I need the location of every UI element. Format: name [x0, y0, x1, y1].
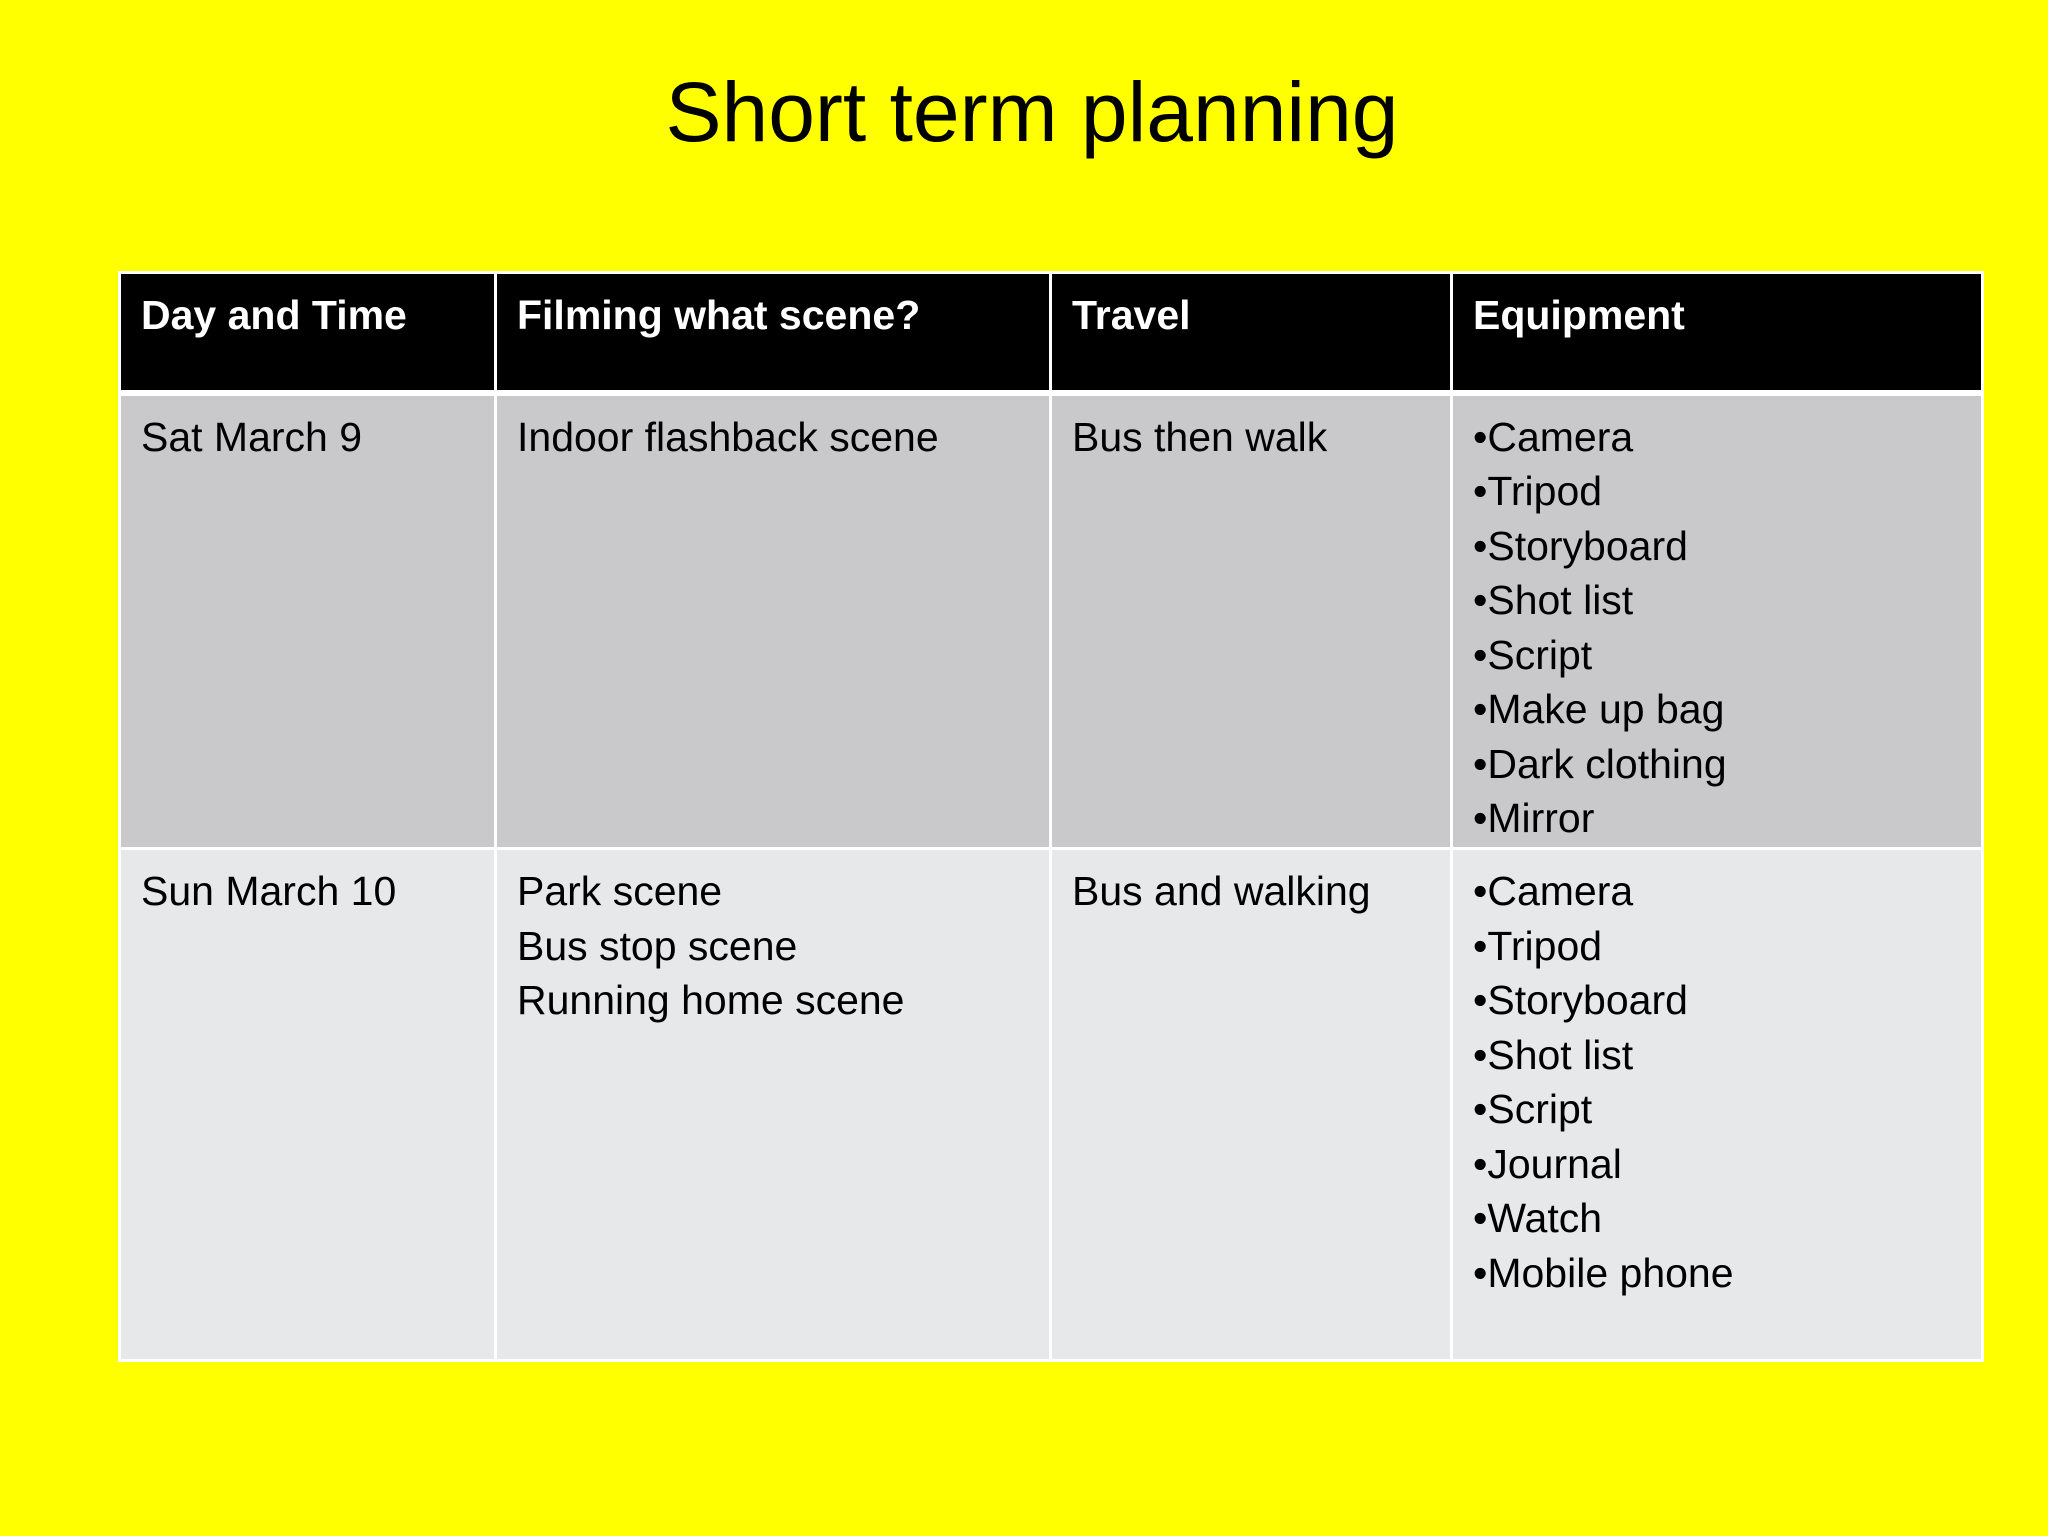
equipment-item: •Journal — [1473, 1140, 1622, 1187]
equipment-item: •Script — [1473, 1086, 1593, 1132]
travel-text: Bus and walking — [1072, 868, 1371, 914]
cell-day — [120, 393, 496, 849]
planning-table — [118, 271, 1984, 1362]
equipment-item: •Storyboard — [1473, 522, 1688, 569]
table-header-row — [120, 273, 1983, 393]
header-travel: Travel — [1051, 273, 1452, 393]
equipment-item: •Storyboard — [1473, 977, 1688, 1023]
travel-text: Bus then walk — [1072, 413, 1328, 460]
scene-item: Bus stop scene — [517, 922, 798, 969]
cell-scenes — [496, 393, 1051, 849]
header-filming-scene: Filming what scene? — [496, 273, 1051, 393]
header-equipment: Equipment — [1452, 273, 1983, 393]
cell-travel — [1051, 849, 1452, 1361]
equipment-item: •Camera — [1473, 413, 1634, 460]
cell-equipment — [1452, 393, 1983, 849]
equipment-item: •Make up bag — [1473, 686, 1725, 732]
header-day-and-time: Day and Time — [120, 273, 496, 393]
equipment-item: •Shot list — [1473, 577, 1634, 623]
scene-item: Park scene — [517, 868, 723, 914]
day-text: Sat March 9 — [141, 413, 363, 460]
equipment-item: •Shot list — [1473, 1031, 1634, 1078]
table-row — [120, 393, 1983, 849]
day-text: Sun March 10 — [141, 868, 397, 914]
table-row — [120, 849, 1983, 1361]
equipment-item: •Tripod — [1473, 468, 1603, 514]
scene-item: Indoor flashback scene — [517, 413, 939, 460]
cell-equipment — [1452, 849, 1983, 1361]
equipment-item: •Mobile phone — [1473, 1249, 1734, 1296]
equipment-item: •Script — [1473, 631, 1593, 678]
equipment-item: •Watch — [1473, 1195, 1603, 1241]
equipment-item: •Dark clothing — [1473, 740, 1727, 787]
slide-title: Short term planning — [665, 65, 1399, 159]
equipment-item: •Tripod — [1473, 922, 1603, 969]
scene-item: Running home scene — [517, 977, 905, 1023]
cell-day — [120, 849, 496, 1361]
cell-travel — [1051, 393, 1452, 849]
equipment-item: •Mirror — [1473, 795, 1595, 841]
cell-scenes — [496, 849, 1051, 1361]
equipment-item: •Camera — [1473, 868, 1634, 914]
